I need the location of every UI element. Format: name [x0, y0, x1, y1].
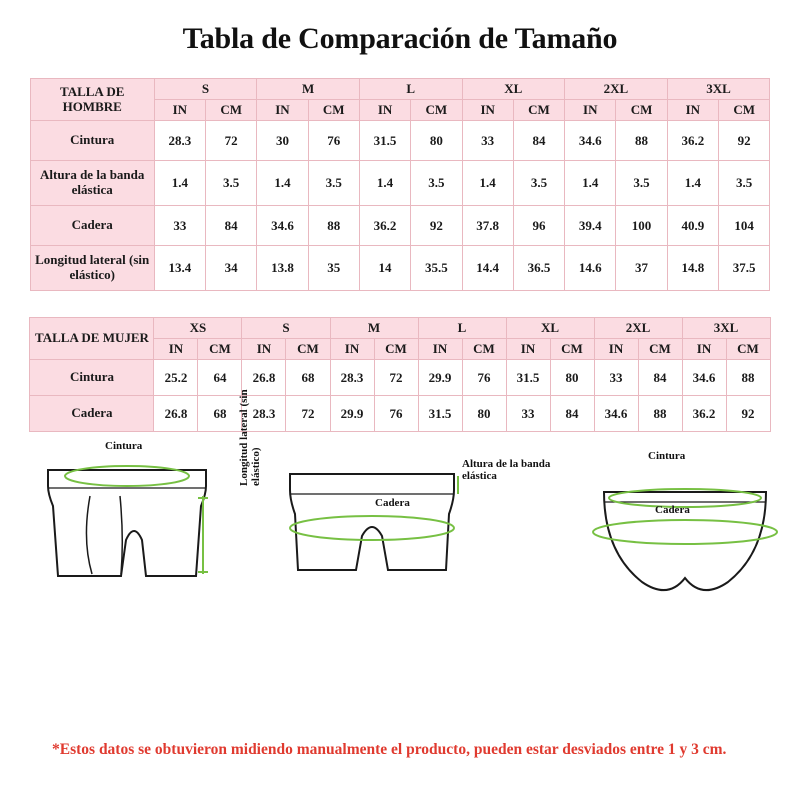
women-unit-in-s: IN: [242, 339, 286, 360]
women-unit-cm-l: CM: [462, 339, 506, 360]
women-cell: 28.3: [242, 396, 286, 432]
table-row: [30, 161, 770, 206]
women-size-header-3xl: 3XL: [682, 318, 770, 339]
men-size-header-3xl: 3XL: [667, 79, 770, 100]
men-cell: 37.8: [462, 206, 513, 246]
men-cell: 72: [206, 121, 257, 161]
women-unit-cm-2xl: CM: [638, 339, 682, 360]
men-cell: 14.4: [462, 246, 513, 291]
women-unit-in-3xl: IN: [682, 339, 726, 360]
women-cell: 88: [726, 360, 770, 396]
men-unit-cm-2xl: CM: [616, 100, 667, 121]
women-cell: 26.8: [154, 396, 198, 432]
women-cell: 92: [726, 396, 770, 432]
table-row: [30, 246, 770, 291]
table-spacer: [0, 291, 800, 317]
men-cell: 88: [308, 206, 359, 246]
women-cell: 84: [550, 396, 594, 432]
men-cell: 36.5: [513, 246, 564, 291]
men-unit-in-3xl: IN: [667, 100, 718, 121]
men-cell: 34.6: [257, 206, 308, 246]
men-cell: 33: [154, 206, 205, 246]
men-unit-cm-3xl: CM: [719, 100, 770, 121]
women-cell: 33: [594, 360, 638, 396]
men-cell: 34.6: [565, 121, 616, 161]
women-size-header-xl: XL: [506, 318, 594, 339]
table-row: [30, 121, 770, 161]
men-cell: 36.2: [667, 121, 718, 161]
women-cell: 25.2: [154, 360, 198, 396]
women-cell: 76: [462, 360, 506, 396]
women-cell: 80: [550, 360, 594, 396]
men-cell: 92: [719, 121, 770, 161]
women-size-header-m: M: [330, 318, 418, 339]
men-cell: 76: [308, 121, 359, 161]
women-row-label-hip: Cadera: [30, 396, 154, 432]
women-cell: 68: [198, 396, 242, 432]
men-cell: 28.3: [154, 121, 205, 161]
table-row: [30, 360, 770, 396]
men-cell: 3.5: [719, 161, 770, 206]
men-cell: 35: [308, 246, 359, 291]
women-cell: 29.9: [418, 360, 462, 396]
women-cell: 31.5: [418, 396, 462, 432]
men-unit-cm-l: CM: [411, 100, 462, 121]
men-unit-in-2xl: IN: [565, 100, 616, 121]
men-unit-cm-s: CM: [206, 100, 257, 121]
men-cell: 92: [411, 206, 462, 246]
men-size-header-s: S: [154, 79, 257, 100]
women-hip-label: Cadera: [655, 504, 690, 516]
men-cell: 104: [719, 206, 770, 246]
men-cell: 80: [411, 121, 462, 161]
men-cell: 37: [616, 246, 667, 291]
men-cell: 1.4: [154, 161, 205, 206]
men-size-header-m: M: [257, 79, 360, 100]
men-cell: 40.9: [667, 206, 718, 246]
table-row: [30, 396, 770, 432]
men-cell: 3.5: [411, 161, 462, 206]
women-unit-in-m: IN: [330, 339, 374, 360]
men-cell: 35.5: [411, 246, 462, 291]
table-row: [30, 206, 770, 246]
men-cell: 13.4: [154, 246, 205, 291]
men-row-label-waist: Cintura: [30, 121, 154, 161]
men-unit-cm-m: CM: [308, 100, 359, 121]
women-size-header-s: S: [242, 318, 330, 339]
women-cell: 64: [198, 360, 242, 396]
men-size-header-xl: XL: [462, 79, 565, 100]
men-cell: 34: [206, 246, 257, 291]
men-trunk-band-height-label: Altura de la banda elástica: [462, 458, 551, 483]
men-row-label-hip: Cadera: [30, 206, 154, 246]
men-cell: 36.2: [359, 206, 410, 246]
men-cell: 31.5: [359, 121, 410, 161]
women-unit-cm-m: CM: [374, 339, 418, 360]
women-cell: 34.6: [594, 396, 638, 432]
men-size-header-l: L: [359, 79, 462, 100]
women-size-header-2xl: 2XL: [594, 318, 682, 339]
women-unit-in-l: IN: [418, 339, 462, 360]
men-cell: 3.5: [616, 161, 667, 206]
men-cell: 1.4: [667, 161, 718, 206]
women-table-corner-label: TALLA DE MUJER: [30, 318, 154, 360]
men-cell: 14: [359, 246, 410, 291]
men-cell: 1.4: [565, 161, 616, 206]
men-row-label-side-length: Longitud lateral (sin elástico): [30, 246, 154, 291]
women-row-label-waist: Cintura: [30, 360, 154, 396]
men-cell: 1.4: [462, 161, 513, 206]
men-cell: 1.4: [257, 161, 308, 206]
men-boxer-side-length-label: Longitud lateral (sin elástico): [238, 389, 263, 486]
women-cell: 88: [638, 396, 682, 432]
men-cell: 37.5: [719, 246, 770, 291]
women-cell: 72: [374, 360, 418, 396]
women-cell: 31.5: [506, 360, 550, 396]
men-size-table: [30, 78, 771, 291]
women-waist-label: Cintura: [648, 450, 686, 462]
women-unit-in-xl: IN: [506, 339, 550, 360]
men-unit-cm-xl: CM: [513, 100, 564, 121]
women-cell: 80: [462, 396, 506, 432]
women-unit-in-2xl: IN: [594, 339, 638, 360]
men-table-corner-label: TALLA DE HOMBRE: [30, 79, 154, 121]
women-size-header-l: L: [418, 318, 506, 339]
men-boxer-waist-label: Cintura: [105, 440, 143, 452]
women-cell: 33: [506, 396, 550, 432]
women-brief-diagram: [580, 466, 790, 616]
men-table-size-header-row: [30, 79, 770, 100]
women-cell: 76: [374, 396, 418, 432]
page-title: Tabla de Comparación de Tamaño: [182, 22, 618, 55]
men-unit-in-xl: IN: [462, 100, 513, 121]
trunk-outline: [290, 474, 454, 570]
women-table-size-header-row: [30, 318, 770, 339]
women-unit-cm-s: CM: [286, 339, 330, 360]
women-size-table: [29, 317, 770, 432]
men-size-header-2xl: 2XL: [565, 79, 668, 100]
women-unit-in-xs: IN: [154, 339, 198, 360]
men-cell: 3.5: [308, 161, 359, 206]
women-size-header-xs: XS: [154, 318, 242, 339]
men-trunk-hip-label: Cadera: [375, 497, 410, 509]
men-cell: 84: [206, 206, 257, 246]
men-cell: 84: [513, 121, 564, 161]
women-unit-cm-xs: CM: [198, 339, 242, 360]
men-cell: 88: [616, 121, 667, 161]
women-unit-cm-xl: CM: [550, 339, 594, 360]
men-unit-in-l: IN: [359, 100, 410, 121]
men-cell: 33: [462, 121, 513, 161]
women-cell: 36.2: [682, 396, 726, 432]
men-cell: 3.5: [206, 161, 257, 206]
men-trunk-diagram: [272, 456, 472, 616]
men-cell: 39.4: [565, 206, 616, 246]
men-cell: 30: [257, 121, 308, 161]
men-cell: 14.6: [565, 246, 616, 291]
men-cell: 96: [513, 206, 564, 246]
women-cell: 68: [286, 360, 330, 396]
women-cell: 84: [638, 360, 682, 396]
men-cell: 100: [616, 206, 667, 246]
women-cell: 26.8: [242, 360, 286, 396]
men-cell: 3.5: [513, 161, 564, 206]
men-unit-in-s: IN: [154, 100, 205, 121]
women-cell: 28.3: [330, 360, 374, 396]
men-row-label-band-height: Altura de la banda elástica: [30, 161, 154, 206]
men-cell: 14.8: [667, 246, 718, 291]
men-cell: 13.8: [257, 246, 308, 291]
women-cell: 34.6: [682, 360, 726, 396]
measurement-note: *Estos datos se obtuvieron midiendo manualmente el producto, pueden estar desviados entre 1 y 3 cm.: [52, 741, 727, 758]
women-cell: 72: [286, 396, 330, 432]
men-cell: 1.4: [359, 161, 410, 206]
men-boxer-diagram: [20, 448, 250, 608]
men-unit-in-m: IN: [257, 100, 308, 121]
women-unit-cm-3xl: CM: [726, 339, 770, 360]
women-cell: 29.9: [330, 396, 374, 432]
